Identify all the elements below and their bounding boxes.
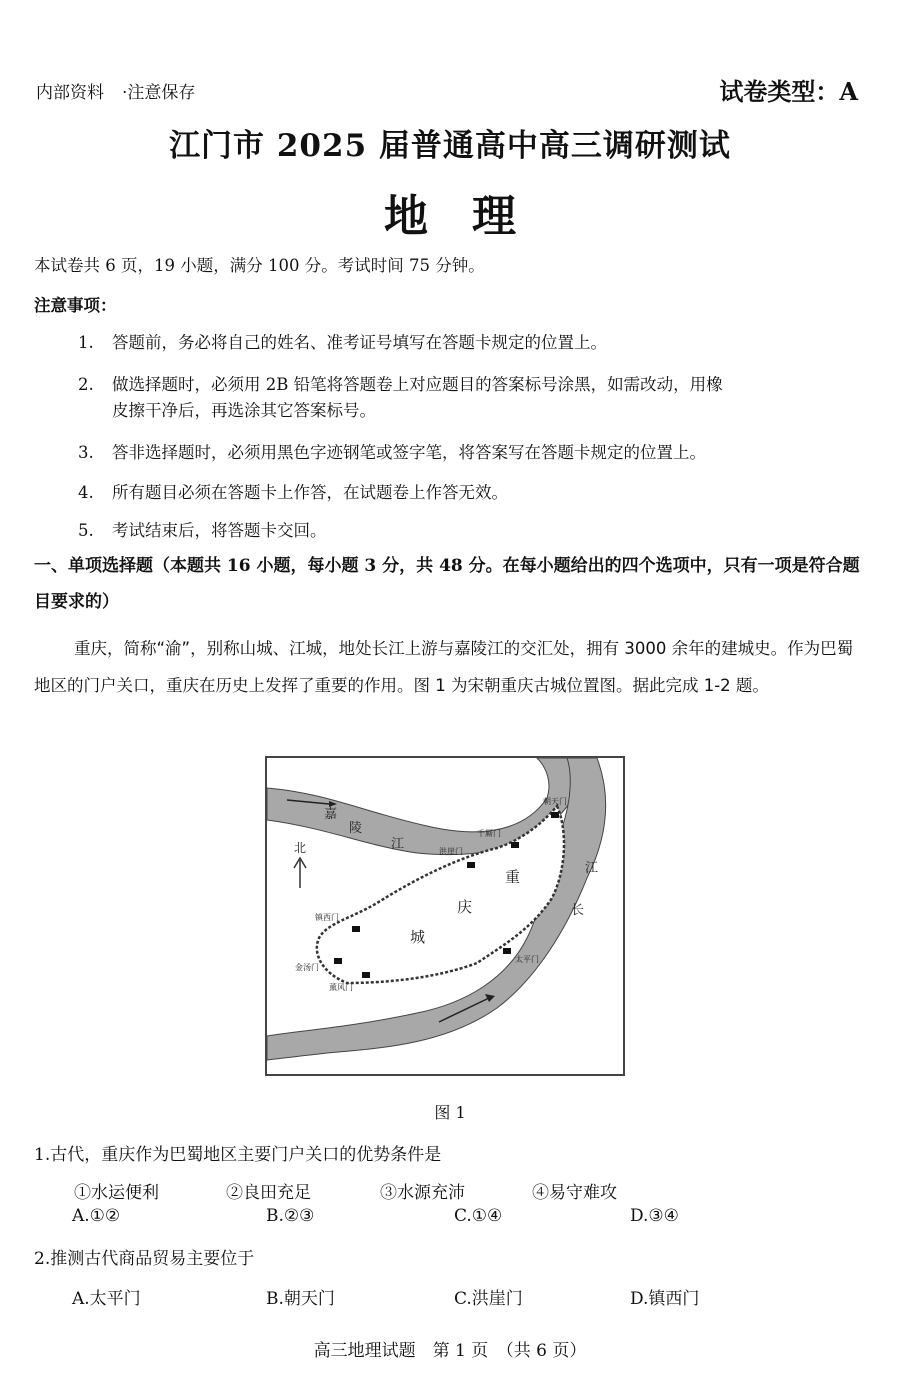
changjiang-label-1: 江 [585,861,599,876]
city-label-2: 庆 [457,898,473,916]
exam-info: 本试卷共 6 页，19 小题，满分 100 分。考试时间 75 分钟。 [34,256,485,275]
note-item: 5. 考试结束后，将答题卡交回。 [78,521,327,540]
gate-marker [511,842,519,848]
question-1-stem: 1.古代，重庆作为巴蜀地区主要门户关口的优势条件是 [34,1145,442,1165]
gate-xunfengmen: 薰风门 [329,983,353,992]
jialing-label-1: 嘉 [324,807,338,822]
q2-option-c[interactable]: C.洪崖门 [454,1289,523,1309]
city-label-3: 城 [410,928,426,946]
notes-heading: 注意事项： [34,296,117,315]
gate-taipingmen: 太平门 [515,955,539,964]
gate-zhenximen: 镇西门 [315,913,339,922]
gate-marker [467,862,475,868]
q1-option-c[interactable]: C.①④ [454,1206,503,1226]
note-item: 1. 答题前，务必将自己的姓名、准考证号填写在答题卡规定的位置上。 [78,333,607,352]
gate-marker [334,958,342,964]
keep-label: ·注意保存 [122,83,196,103]
gate-marker [503,948,511,954]
gate-marker [352,926,360,932]
q1-option-a[interactable]: A.①② [72,1206,121,1226]
note-item: 2. 做选择题时，必须用 2B 铅笔将答题卷上对应题目的答案标号涂黑，如需改动，用橡 皮擦干净后，再选涂其它答案标号。 [78,375,723,420]
q1-item: ②良田充足 [226,1183,311,1203]
gate-qiansimen: 千厮门 [477,829,501,838]
figure-caption: 图 1 [434,1103,466,1122]
gate-hongyamen: 洪崖门 [439,847,463,856]
q1-item: ④易守难攻 [532,1183,617,1203]
q1-option-d[interactable]: D.③④ [630,1206,679,1226]
header-left [36,78,195,103]
gate-jintangmen: 金汤门 [295,963,319,972]
section-heading: 一、单项选择题（本题共 16 小题，每小题 3 分，共 48 分。在每小题给出的四个选项中，只有一项是符合题目要求的） [34,556,860,612]
note-item: 4. 所有题目必须在答题卡上作答，在试题卷上作答无效。 [78,483,508,502]
subject-title: 地理 [384,191,560,242]
changjiang-label-2: 长 [571,903,585,918]
passage: 重庆，简称“渝”，别称山城、江城，地处长江上游与嘉陵江的交汇处，拥有 3000 余年的建城史。作为巴蜀地区的门户关口，重庆在历史上发挥了重要的作用。图 1 为宋朝重庆古城位置图。据此完成 1-2 题。 [34,639,854,695]
exam-title: 江门市 2025 届普通高中高三调研测试 [169,128,731,164]
paper-type: 试卷类型：A [719,77,858,106]
q2-option-a[interactable]: A.太平门 [72,1289,141,1309]
internal-label: 内部资料 [36,83,104,103]
gate-chaotianmen: 朝天门 [543,797,567,806]
question-2-stem: 2.推测古代商品贸易主要位于 [34,1249,255,1269]
q1-option-b[interactable]: B.②③ [266,1206,315,1226]
jialing-label-2: 陵 [349,821,363,836]
gate-marker [551,812,559,818]
north-label: 北 [294,841,307,855]
gate-marker [362,972,370,978]
note-item: 3. 答非选择题时，必须用黑色字迹钢笔或签字笔，将答案写在答题卡规定的位置上。 [78,443,706,462]
q1-item: ①水运便利 [74,1183,159,1203]
q2-option-d[interactable]: D.镇西门 [630,1289,700,1309]
q1-item: ③水源充沛 [380,1183,465,1203]
jialing-label-3: 江 [391,837,405,852]
city-label-1: 重 [505,868,521,886]
chongqing-map [265,756,625,1076]
q2-option-b[interactable]: B.朝天门 [266,1289,335,1309]
map-svg [267,758,623,1074]
page-footer: 高三地理试题 第 1 页 （共 6 页） [313,1341,587,1361]
